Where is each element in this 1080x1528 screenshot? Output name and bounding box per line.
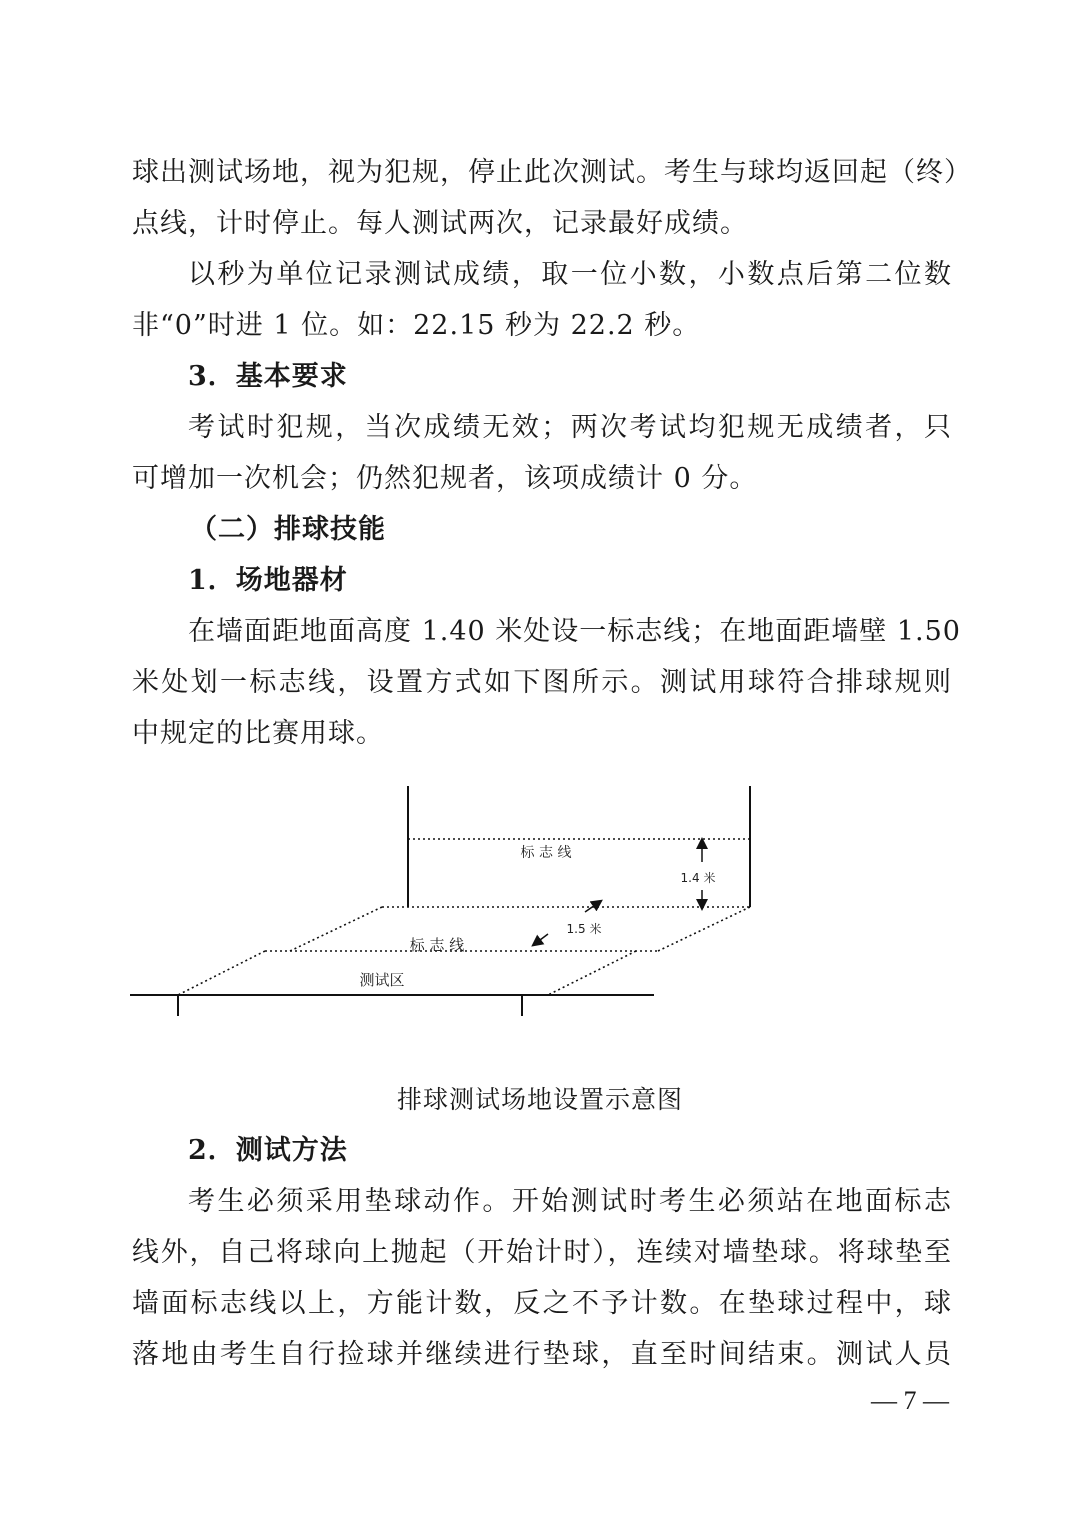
lower-plane-right (548, 951, 636, 995)
subheading-test-method: 2．测试方法 (188, 1135, 348, 1166)
upper-plane-right (658, 907, 750, 951)
section-heading-volleyball: （二）排球技能 (190, 514, 386, 545)
text-line: 线外，自己将球向上抛起（开始计时），连续对墙垫球。将球垫至 (132, 1237, 952, 1268)
text-line: 米处划一标志线，设置方式如下图所示。测试用球符合排球规则 (132, 667, 952, 698)
distance-arrow-down (536, 934, 548, 943)
test-zone-label: 测试区 (359, 971, 405, 989)
diagram-caption: 排球测试场地设置示意图 (396, 1085, 683, 1114)
height-label: 1.4 米 (680, 871, 716, 885)
text-line: 在墙面距地面高度 1.40 米处设一标志线；在地面距墙壁 1.50 (188, 616, 961, 647)
text-line: 考生必须采用垫球动作。开始测试时考生必须站在地面标志 (188, 1186, 952, 1217)
text-line: 点线，计时停止。每人测试两次，记录最好成绩。 (132, 208, 748, 239)
text-line: 以秒为单位记录测试成绩，取一位小数，小数点后第二位数 (188, 259, 952, 290)
page-number: — 7 — (871, 1386, 949, 1415)
distance-label: 1.5 米 (566, 922, 602, 936)
subheading-basic-requirements: 3．基本要求 (188, 361, 348, 392)
text-line: 球出测试场地，视为犯规，停止此次测试。考生与球均返回起（终） (132, 157, 972, 188)
text-line: 可增加一次机会；仍然犯规者，该项成绩计 0 分。 (132, 463, 758, 494)
text-line: 考试时犯规，当次成绩无效；两次考试均犯规无成绩者，只 (188, 412, 952, 443)
text-line: 墙面标志线以上，方能计数，反之不予计数。在垫球过程中，球 (132, 1288, 952, 1319)
floor-mark-label: 标 志 线 (409, 936, 465, 954)
wall-mark-label: 标 志 线 (520, 845, 572, 861)
subheading-venue-equipment: 1．场地器材 (188, 565, 348, 596)
lower-plane-left (178, 951, 265, 995)
upper-plane-left (290, 907, 382, 951)
text-line: 非“0”时进 1 位。如：22.15 秒为 22.2 秒。 (132, 310, 701, 341)
distance-arrow-up (585, 903, 598, 912)
text-line: 中规定的比赛用球。 (132, 718, 384, 749)
text-line: 落地由考生自行捡球并继续进行垫球，直至时间结束。测试人员 (132, 1339, 952, 1370)
